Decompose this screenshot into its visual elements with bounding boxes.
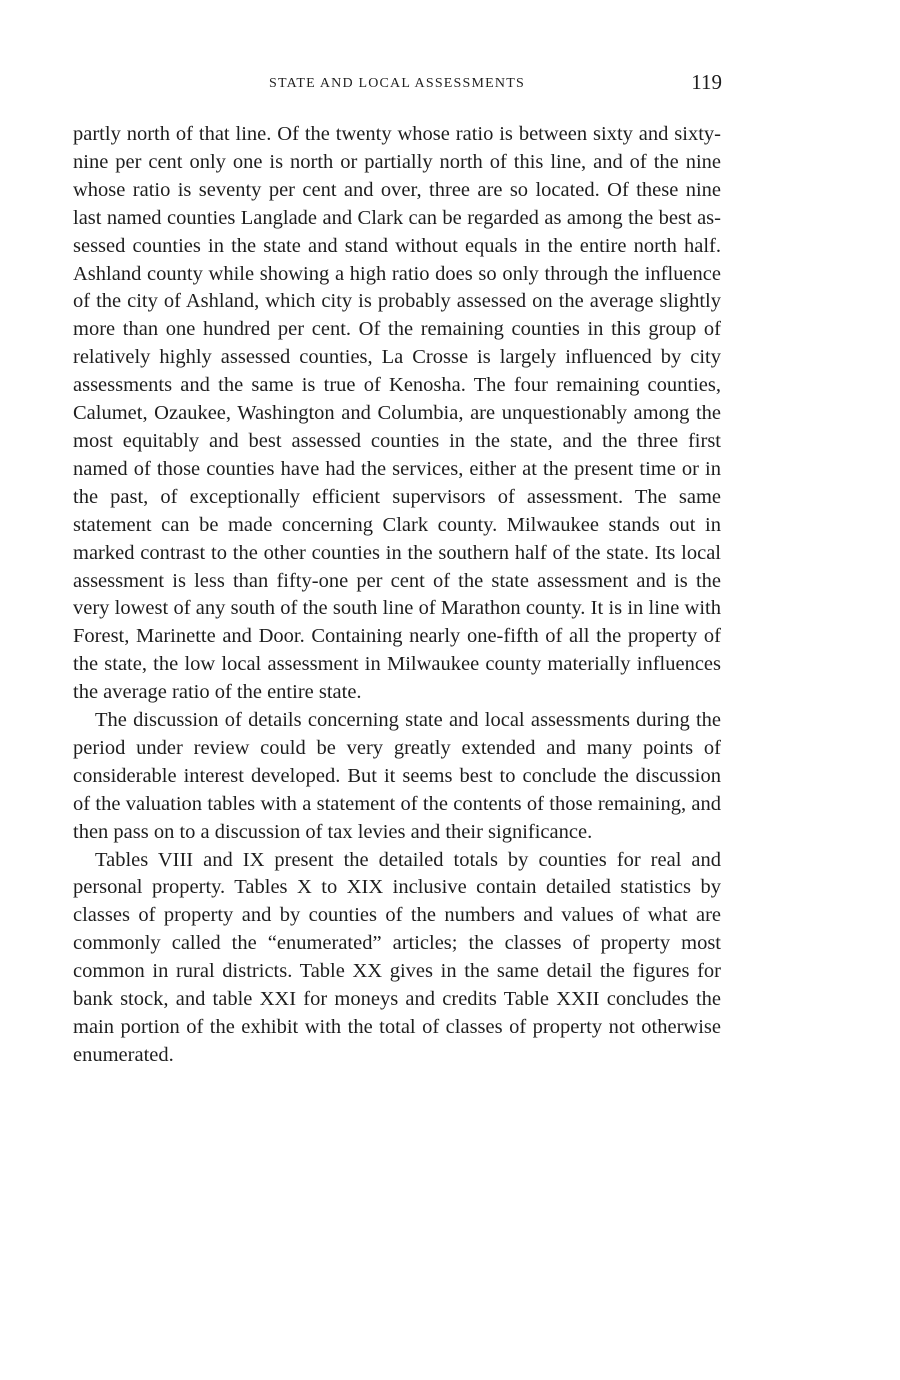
paragraph-table-contents: Tables VIII and IX present the detailed totals by counties for real and personal property. Tables X to XIX inclusive contain detailed statistics by classes of property and by counties of the numbers and values of what are commonly called the “enumerated” articles; the classes of property most common in rural districts. Table XX gives in the same detail the figures for bank stock, and table XXI for moneys and credits Table XXII concludes the main portion of the exhibit with the total of classes of property not otherwise enumerated. [73, 848, 721, 1066]
running-head [72, 70, 722, 100]
running-title: STATE AND LOCAL ASSESSMENTS [269, 76, 525, 91]
body-text [73, 121, 721, 1070]
page-number: 119 [691, 70, 722, 94]
paragraph-discussion-conclusion: The discussion of details concerning state and local assessments during the period under review could be very greatly extended and many points of considerable interest developed. But it seems best to conclude the discussion of the valuation tables with a statement of the contents of those remaining, and then pass on to a discussion of tax levies and their significance. [73, 709, 721, 843]
paragraph-county-ratios: partly north of that line. Of the twenty whose ratio is between sixty and sixty-nine per cent only one is north or partially north of this line, and of the nine whose ratio is seventy per cent and over, three are so located. Of these nine last named counties Langlade and Clark can be regarded as among the best assessed counties in the state and stand without equals in the entire north half. Ashland county while showing a high ratio does so only through the influence of the city of Ashland, which city is probably assessed on the average slightly more than one hundred per cent. Of the remaining counties in this group of relatively highly assessed counties, La Crosse is largely influenced by city assessments and the same is true of Kenosha. The four remaining counties, Calumet, Ozaukee, Washington and Columbia, are unquestionably among the most equitably and best assessed counties in the state, and the three first named of those counties have had the services, either at the present time or in the past, of exceptionally efficient supervisors of assessment. The same statement can be made concerning Clark county. Milwaukee stands out in marked contrast to the other counties in the southern half of the state. Its local assessment is less than fifty-one per cent of the state assessment and is the very lowest of any south of the south line of Marathon county. It is in line with Forest, Marinette and Door. Containing nearly one-fifth of all the property of the state, the low local assessment in Milwaukee county materially influences the average ratio of the entire state. [73, 123, 721, 704]
